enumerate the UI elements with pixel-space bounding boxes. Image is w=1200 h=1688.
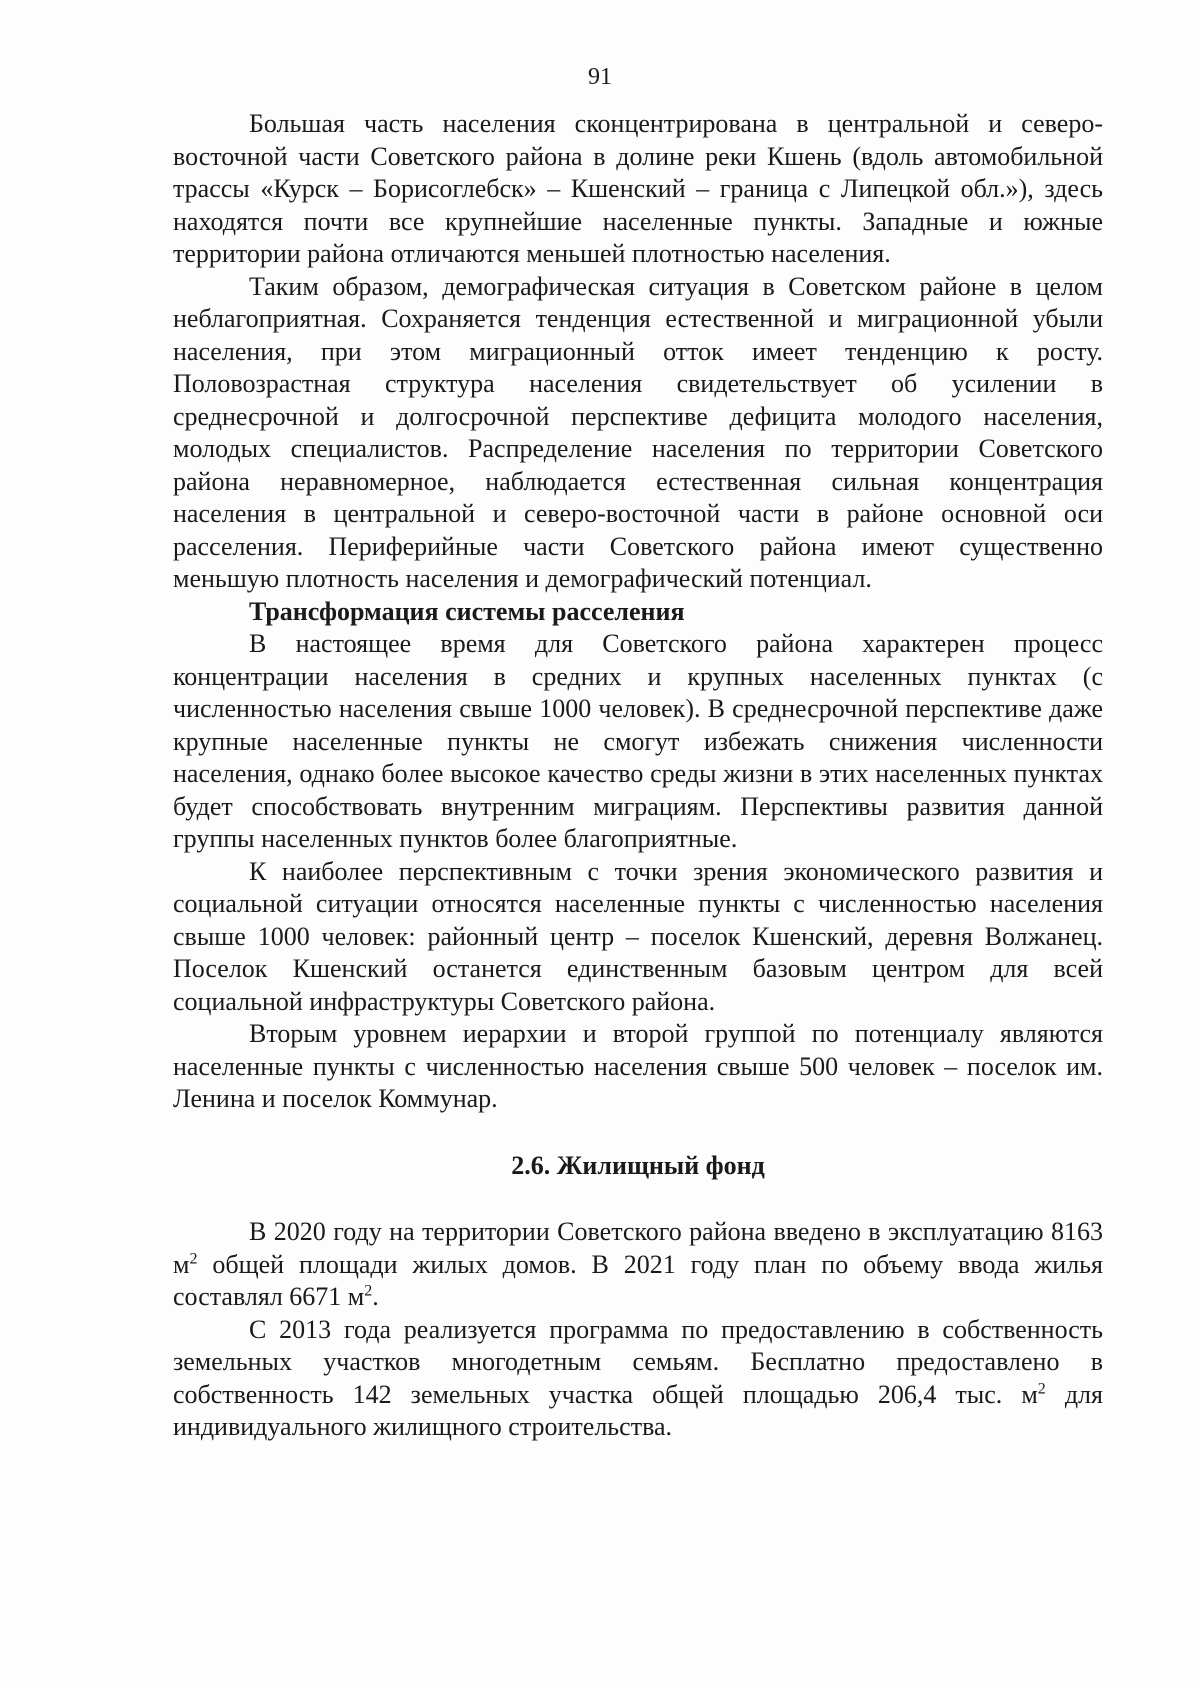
paragraph-land-program <box>173 1314 1103 1444</box>
housing-p1-sup-2: 2 <box>364 1282 373 1300</box>
housing-p2-text-2: для индивидуального жилищного строительства. <box>173 1379 1103 1441</box>
housing-p2-sup-1: 2 <box>1037 1379 1046 1397</box>
housing-p1-text-1: В 2020 году на территории Советского района введено в эксплуатацию 8163 м <box>173 1217 1103 1279</box>
housing-p1-text-3: . <box>372 1282 379 1311</box>
paragraph-demographic-situation: Таким образом, демографическая ситуация в Советском районе в целом неблагоприятная. Сохраняется тенденция естественной и миграционной убыли населения, при этом миграционный отток имеет тенденцию к росту. Половозрастная структура населения свидетельствует об усилении в среднесрочной и долгосрочной перспективе дефицита молодого населения, молодых специалистов. Распределение населения по территории Советского района неравномерное, наблюдается естественная сильная концентрация населения в центральной и северо-восточной части в районе основной оси расселения. Периферийные части Советского района имеют существенно меньшую плотность населения и демографический потенциал. <box>173 271 1103 593</box>
housing-p2-text-1: С 2013 года реализуется программа по предоставлению в собственность земельных участков многодетным семьям. Бесплатно предоставлено в собственность 142 земельных участка общей площадью 206,4 тыс. м <box>173 1314 1103 1409</box>
paragraph-second-level-hierarchy: Вторым уровнем иерархии и второй группой по потенциалу являются населенные пункты с численностью населения свыше 500 человек – поселок им. Ленина и поселок Коммунар. <box>173 1019 1103 1113</box>
section-title-housing: 2.6. Жилищный фонд <box>511 1150 765 1180</box>
housing-p1-sup-1: 2 <box>189 1249 198 1267</box>
subheading-settlement-transformation: Трансформация системы расселения <box>249 596 685 626</box>
document-body <box>173 108 1103 1444</box>
paragraph-settlement-concentration: Большая часть населения сконцентрирована в центральной и северо-восточной части Советского района в долине реки Кшень (вдоль автомобильной трассы «Курск – Борисоглебск» – Кшенский – граница с Липецкой обл.»), здесь находятся почти все крупнейшие населенные пункты. Западные и южные территории района отличаются меньшей плотностью населения. <box>173 109 1103 268</box>
paragraph-concentration-process: В настоящее время для Советского района характерен процесс концентрации населения в средних и крупных населенных пунктах (с численностью населения свыше 1000 человек). В среднесрочной перспективе даже крупные населенные пункты не смогут избежать снижения численности населения, однако более высокое качество среды жизни в этих населенных пунктах будет способствовать внутренним миграциям. Перспективы развития данной группы населенных пунктов более благоприятные. <box>173 629 1103 853</box>
paragraph-promising-settlements: К наиболее перспективным с точки зрения экономического развития и социальной ситуации относятся населенные пункты с численностью населения свыше 1000 человек: районный центр – поселок Кшенский, деревня Волжанец. Поселок Кшенский останется единственным базовым центром для всей социальной инфраструктуры Советского района. <box>173 856 1103 1016</box>
paragraph-housing-commissioning <box>173 1216 1103 1314</box>
housing-p1-text-2: общей площади жилых домов. В 2021 году план по объему ввода жилья составлял 6671 м <box>173 1249 1103 1311</box>
page-number: 91 <box>588 64 612 90</box>
